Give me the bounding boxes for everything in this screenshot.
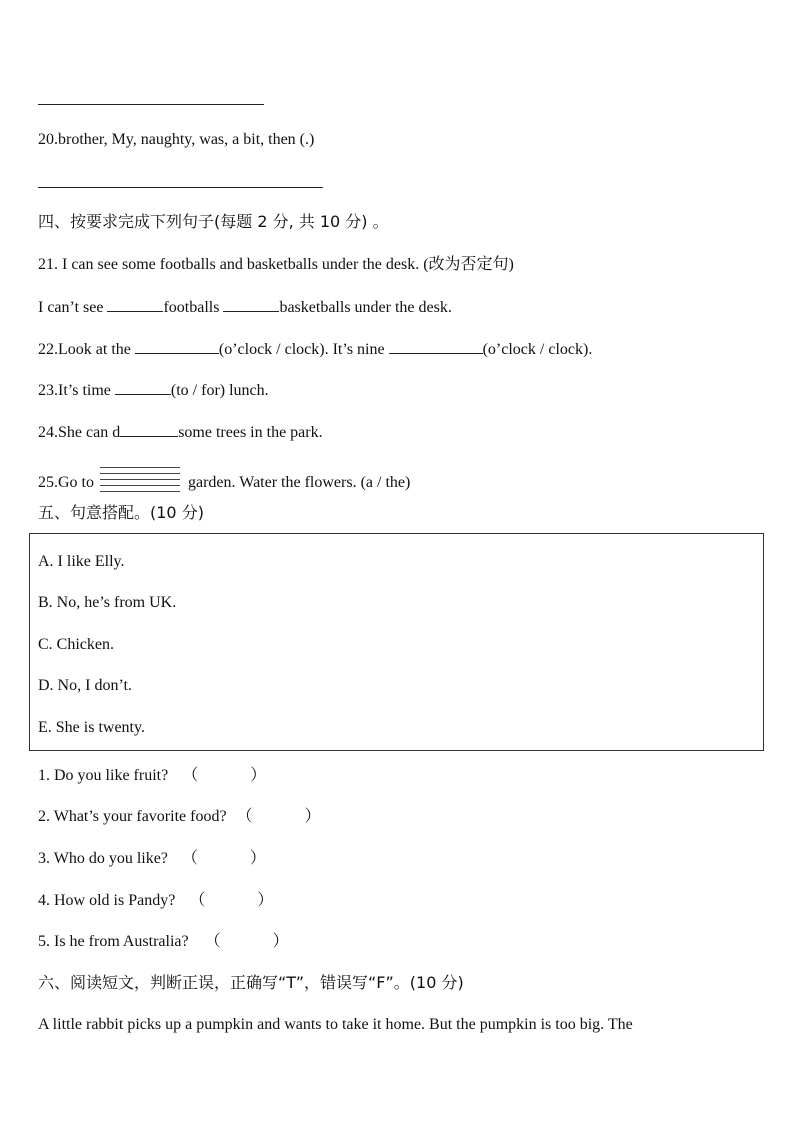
match-answer-1[interactable]: （ ） xyxy=(182,767,267,784)
match-question-5-text: 5. Is he from Australia? xyxy=(38,933,189,950)
question-25 xyxy=(38,467,410,493)
question-22 xyxy=(38,338,592,360)
option-c: C. Chicken. xyxy=(38,636,114,653)
q25-blank-lines[interactable] xyxy=(100,467,180,493)
q22-text-c: (o’clock / clock). xyxy=(482,341,593,358)
match-question-5 xyxy=(38,932,289,952)
q21-text-c: basketballs under the desk. xyxy=(279,299,452,316)
q24-text-a: 24.She can d xyxy=(38,424,121,441)
reading-passage: A little rabbit picks up a pumpkin and wants to take it home. But the pumpkin is too big. The xyxy=(38,1016,633,1033)
q22-text-a: 22.Look at the xyxy=(38,341,131,358)
q23-blank[interactable] xyxy=(115,379,171,395)
option-d: D. No, I don’t. xyxy=(38,677,132,694)
q21-text-b: footballs xyxy=(163,299,220,316)
match-question-1-text: 1. Do you like fruit? xyxy=(38,767,169,784)
question-24 xyxy=(38,421,323,443)
answer-line-20[interactable] xyxy=(38,187,323,188)
q23-text-a: 23.It’s time xyxy=(38,382,111,399)
option-e: E. She is twenty. xyxy=(38,719,145,736)
section-5-heading: 五、句意搭配。(10 分) xyxy=(38,503,204,522)
question-21: 21. I can see some footballs and basketballs under the desk. (改为否定句) xyxy=(38,256,514,273)
q22-blank-1[interactable] xyxy=(135,338,219,354)
match-question-3 xyxy=(38,849,266,869)
option-b: B. No, he’s from UK. xyxy=(38,594,177,611)
answer-line-19 xyxy=(38,104,264,105)
question-20: 20.brother, My, naughty, was, a bit, then (.) xyxy=(38,131,315,148)
match-answer-3[interactable]: （ ） xyxy=(181,850,266,867)
q22-blank-2[interactable] xyxy=(389,338,483,354)
match-answer-4[interactable]: （ ） xyxy=(189,892,274,909)
q21-text-a: I can’t see xyxy=(38,299,104,316)
match-answer-5[interactable]: （ ） xyxy=(204,933,289,950)
q24-text-b: some trees in the park. xyxy=(178,424,323,441)
match-question-4 xyxy=(38,891,273,911)
q24-blank[interactable] xyxy=(120,421,178,437)
q21-blank-1[interactable] xyxy=(107,296,163,312)
question-21-answer xyxy=(38,296,452,318)
option-a: A. I like Elly. xyxy=(38,553,125,570)
q23-text-b: (to / for) lunch. xyxy=(170,382,269,399)
section-4-heading: 四、按要求完成下列句子(每题 2 分, 共 10 分) 。 xyxy=(38,212,389,231)
q25-text-b: garden. Water the flowers. (a / the) xyxy=(188,474,411,491)
match-question-4-text: 4. How old is Pandy? xyxy=(38,892,176,909)
section-6-heading: 六、阅读短文，判断正误，正确写“T”，错误写“F”。(10 分) xyxy=(38,973,464,992)
match-question-2 xyxy=(38,807,321,827)
q21-blank-2[interactable] xyxy=(223,296,279,312)
match-question-2-text: 2. What’s your favorite food? xyxy=(38,808,227,825)
q25-text-a: 25.Go to xyxy=(38,474,94,491)
q22-text-b: (o’clock / clock). It’s nine xyxy=(218,341,385,358)
match-question-3-text: 3. Who do you like? xyxy=(38,850,168,867)
match-question-1 xyxy=(38,766,266,786)
question-23 xyxy=(38,379,269,401)
match-answer-2[interactable]: （ ） xyxy=(236,808,321,825)
